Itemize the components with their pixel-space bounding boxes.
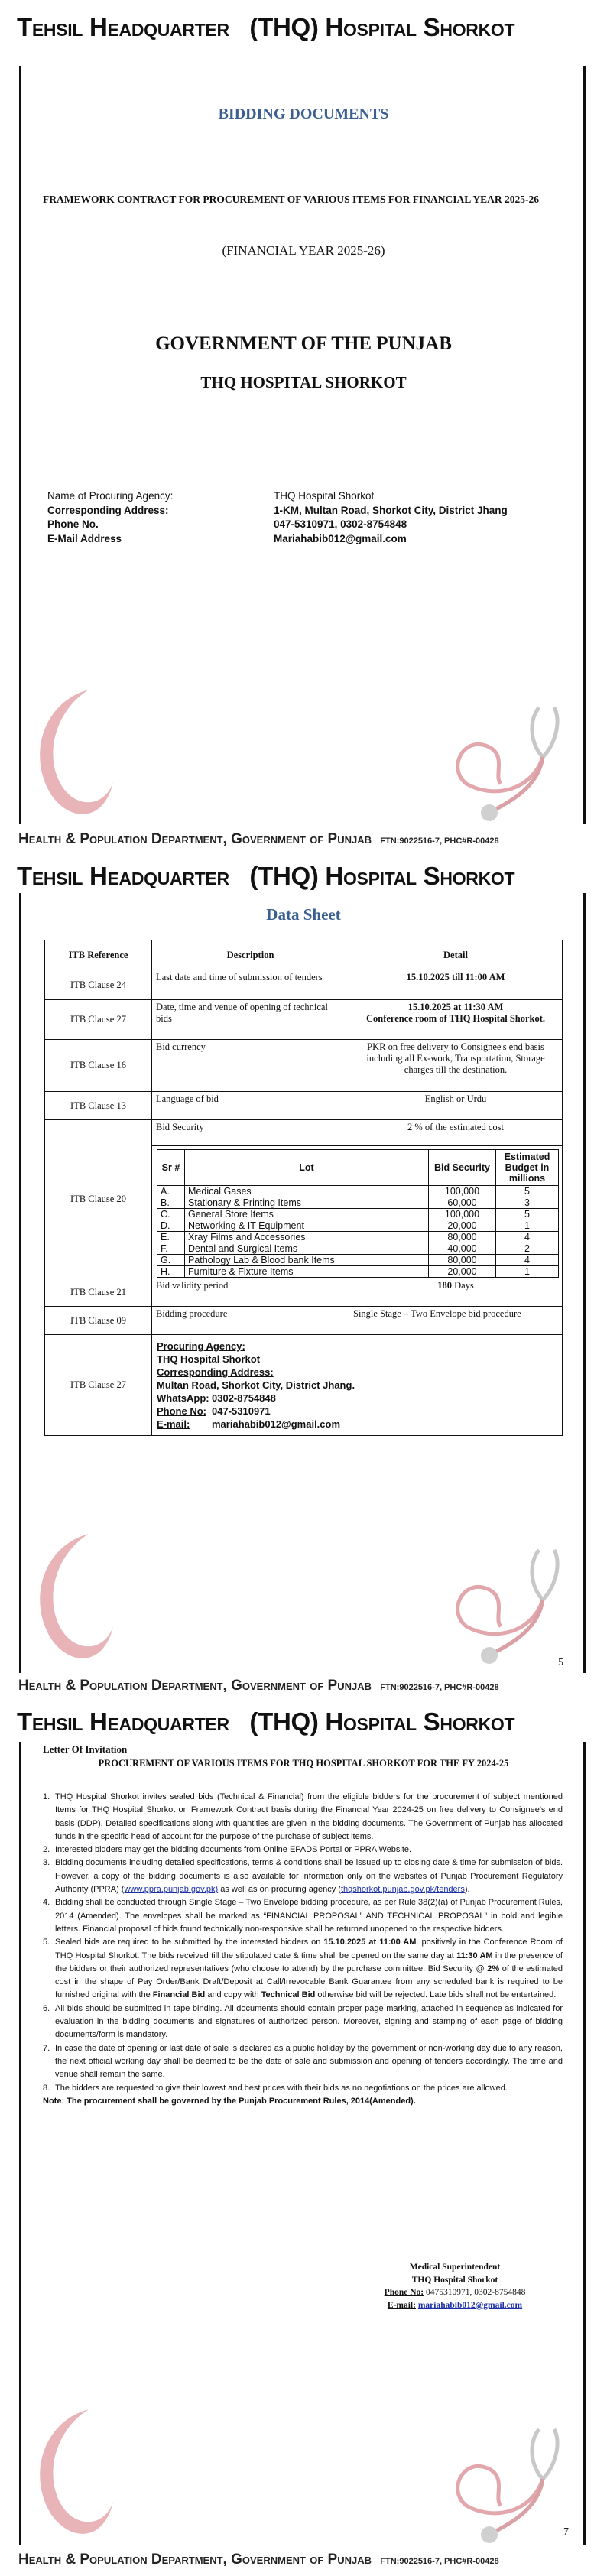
header-text: Hospital Shorkot — [325, 13, 515, 41]
table-row: ITB Clause 20 Bid Security 2 % of the estimated cost — [45, 1120, 563, 1146]
list-item: 7. In case the date of opening or last date of sale is declared as a public holiday by the government or non-working day due to any reason, the next official working day shall be deemed to be the date of sale and submission and opening of tenders accordingly. The time and venue shall remain the same. — [43, 2043, 563, 2080]
letter-subtitle: PROCUREMENT OF VARIOUS ITEMS FOR THQ HOSPITAL SHORKOT FOR THE FY 2024-25 — [98, 1758, 509, 1769]
tenders-link[interactable]: thqshorkot.punjab.gov.pk/tenders — [340, 1885, 465, 1895]
financial-year: (FINANCIAL YEAR 2025-26) — [222, 243, 385, 258]
stethoscope-watermark-icon — [447, 1535, 585, 1665]
data-sheet-title: Data Sheet — [266, 905, 341, 924]
page-number: 7 — [563, 2526, 569, 2538]
info-row: Phone No. 047-5310971, 0302-8754848 — [47, 518, 407, 530]
lot-row: G. Pathology Lab & Blood bank Items 80,000 4 — [157, 1255, 559, 1266]
info-row: Name of Procuring Agency: THQ Hospital Shorkot — [47, 490, 375, 502]
ppra-link[interactable]: www.ppra.punjab.gov.pk) — [124, 1885, 219, 1895]
table-row: ITB Clause 27 Date, time and venue of opening of technical bids 15.10.2025 at 11:30 AM Conference room of THQ Hospital Shorkot. — [45, 1000, 563, 1040]
table-row: ITB Clause 24 Last date and time of submission of tenders 15.10.2025 till 11:00 AM — [45, 970, 563, 1000]
letterhead-footer: Health & Population Department, Government of Punjab FTN:9022516-7, PHC#R-00428 — [18, 2552, 499, 2568]
contact-email[interactable]: mariahabib012@gmail.com — [212, 1418, 341, 1430]
crescent-watermark-icon — [28, 687, 119, 824]
letterhead-footer: Health & Population Department, Government of Punjab FTN:9022516-7, PHC#R-00428 — [18, 831, 499, 847]
list-item: 1. THQ Hospital Shorkot invites sealed bids (Technical & Financial) from the eligible bidders for the procurement of subject mentioned Items for THQ Hospital Shorkot on Framework Contract basis during the Financial Year 2024-25 on free delivery to Consignee's end basis (DDP). Detailed specifications along with quantities are given in the bidding documents. The Government of Punjab has allocated funds in the specific head of account for the purpose of the purchase of subject items. — [43, 1792, 563, 1841]
letterhead-footer: Health & Population Department, Government of Punjab FTN:9022516-7, PHC#R-00428 — [18, 1678, 499, 1694]
document-title: BIDDING DOCUMENTS — [218, 106, 389, 122]
lot-row: F. Dental and Surgical Items 40,000 2 — [157, 1243, 559, 1255]
table-row: ITB Clause 13 Language of bid English or Urdu — [45, 1092, 563, 1120]
header-text: Tehsil Headquarter — [17, 13, 229, 41]
lot-row: C. General Store Items 100,000 5 — [157, 1209, 559, 1220]
lots-header-row: Sr # Lot Bid Security Estimated Budget in millions — [157, 1150, 559, 1186]
procurement-note: Note: The procurement shall be governed by the Punjab Procurement Rules, 2014(Amended). — [43, 2096, 416, 2106]
page-cover — [0, 0, 607, 850]
table-row: ITB Clause 27 Procuring Agency: THQ Hospital Shorkot Corresponding Address: Multan Road, Shorkot City, District Jhang. WhatsApp: 0302-8754848 Phone No: 047-5310971 E-mail: mariahabib012@gmail.com — [45, 1335, 563, 1436]
crescent-watermark-icon — [28, 2406, 119, 2544]
info-row: Corresponding Address: 1-KM, Multan Road, Shorkot City, District Jhang — [47, 504, 508, 516]
list-item: 8. The bidders are requested to give their lowest and best prices with their bids as no negotiations on the prices are allowed. — [43, 2083, 508, 2093]
letter-title: Letter Of Invitation — [43, 1743, 128, 1755]
table-header-row: ITB Reference Description Detail — [45, 940, 563, 970]
crescent-watermark-icon — [28, 1531, 119, 1668]
page-border-left — [19, 893, 21, 1673]
page-data-sheet — [0, 850, 607, 1699]
stethoscope-watermark-icon — [447, 2414, 585, 2544]
lots-table — [157, 1149, 559, 1278]
letterhead-header: Tehsil Headquarter (THQ) Hospital Shorkot — [17, 1707, 515, 1736]
table-row: ITB Clause 21 Bid validity period 180 Days — [45, 1278, 563, 1307]
page-border-left — [19, 66, 21, 824]
table-row: ITB Clause 16 Bid currency PKR on free delivery to Consignee's end basis including all Ex-work, Transportation, Storage charges till the destination. — [45, 1040, 563, 1092]
list-item: 6. All bids should be submitted in tape binding. All documents should contain proper page marking, attached in sequence as indicated for evaluation in the bidding documents and signatures of authorized person. Moreover, signing and stamping of each page of bidding documents/form is mandatory. — [43, 2003, 563, 2040]
list-item: 4. Bidding shall be conducted through Single Stage – Two Envelope bidding procedure, as per Rule 38(2)(a) of Punjab Procurement Rules, 2014 (Amended). The envelopes shall be marked as “FINANCIAL PROPOSAL” AND TECHNICAL PROPOSAL” in bold and legible letters. Financial proposal of bids found technically non-responsive shall be returned unopened to the respective bidders. — [43, 1898, 563, 1934]
letterhead-header — [17, 12, 590, 43]
signature-email-link[interactable]: mariahabib012@gmail.com — [417, 2300, 523, 2310]
stethoscope-watermark-icon — [447, 692, 585, 822]
government-heading: GOVERNMENT OF THE PUNJAB — [155, 333, 452, 354]
framework-line: FRAMEWORK CONTRACT FOR PROCUREMENT OF VARIOUS ITEMS FOR FINANCIAL YEAR 2025-26 — [43, 193, 540, 205]
header-text: (THQ) — [249, 13, 319, 41]
lot-row: E. Xray Films and Accessories 80,000 4 — [157, 1232, 559, 1243]
page-letter-of-invitation — [0, 1699, 607, 2576]
agency-info — [47, 489, 567, 546]
lot-row: A. Medical Gases 100,000 5 — [157, 1186, 559, 1197]
hospital-heading: THQ HOSPITAL SHORKOT — [200, 373, 407, 391]
lot-row: H. Furniture & Fixture Items 20,000 1 — [157, 1266, 559, 1278]
list-item: 2. Interested bidders may get the bidding documents from Online EPADS Portal or PPRA Website. — [43, 1845, 412, 1855]
invitation-clauses — [43, 1791, 563, 2108]
table-row: ITB Clause 09 Bidding procedure Single Stage – Two Envelope bid procedure — [45, 1307, 563, 1335]
procuring-agency-contact: Procuring Agency: THQ Hospital Shorkot Corresponding Address: Multan Road, Shorkot City, District Jhang. WhatsApp: 0302-8754848 Phone No: 047-5310971 E-mail: mariahabib012@gmail.com — [152, 1335, 563, 1436]
data-sheet-table — [44, 940, 563, 1436]
page-border-left — [19, 1742, 21, 2545]
lot-row: B. Stationary & Printing Items 60,000 3 — [157, 1197, 559, 1209]
letterhead-header: Tehsil Headquarter (THQ) Hospital Shorkot — [17, 862, 515, 890]
signature-block: Medical Superintendent THQ Hospital Shorkot Phone No: 0475310971, 0302-8754848 E-mail: mariahabib012@gmail.com — [384, 2263, 526, 2310]
list-item: 3. Bidding documents including detailed specifications, terms & conditions shall be issued up to closing date & time for submission of bids. However, a copy of the bidding documents is also available for information only on the websites of Punjab Procurement Regulatory Authority (PPRA) (www.ppra.punjab.gov.pk) as well as on procuring agency (thqshorkot.punjab.gov.pk/tenders). — [43, 1858, 563, 1895]
info-row: E-Mail Address Mariahabib012@gmail.com — [47, 532, 407, 544]
page-number: 5 — [558, 1657, 563, 1668]
list-item: 5. Sealed bids are required to be submitted by the interested bidders on 15.10.2025 at 11:00 AM. positively in the Conference Room of THQ Hospital Shorkot. The bids received till the stipulated date & time shall be opened on the same day at 11:30 AM in the presence of the bidders or their authorized representatives (who choose to attend) by the purchase committee. Bid Security @ 2% of the estimated cost in the shape of Pay Order/Bank Draft/Deposit at Call/Irrevocable Bank Guarantee from any scheduled bank is required to be furnished original with the Financial Bid and copy with Technical Bid otherwise bid will be rejected. Late bids shall not be entertained. — [43, 1938, 563, 2000]
lot-row: D. Networking & IT Equipment 20,000 1 — [157, 1220, 559, 1232]
